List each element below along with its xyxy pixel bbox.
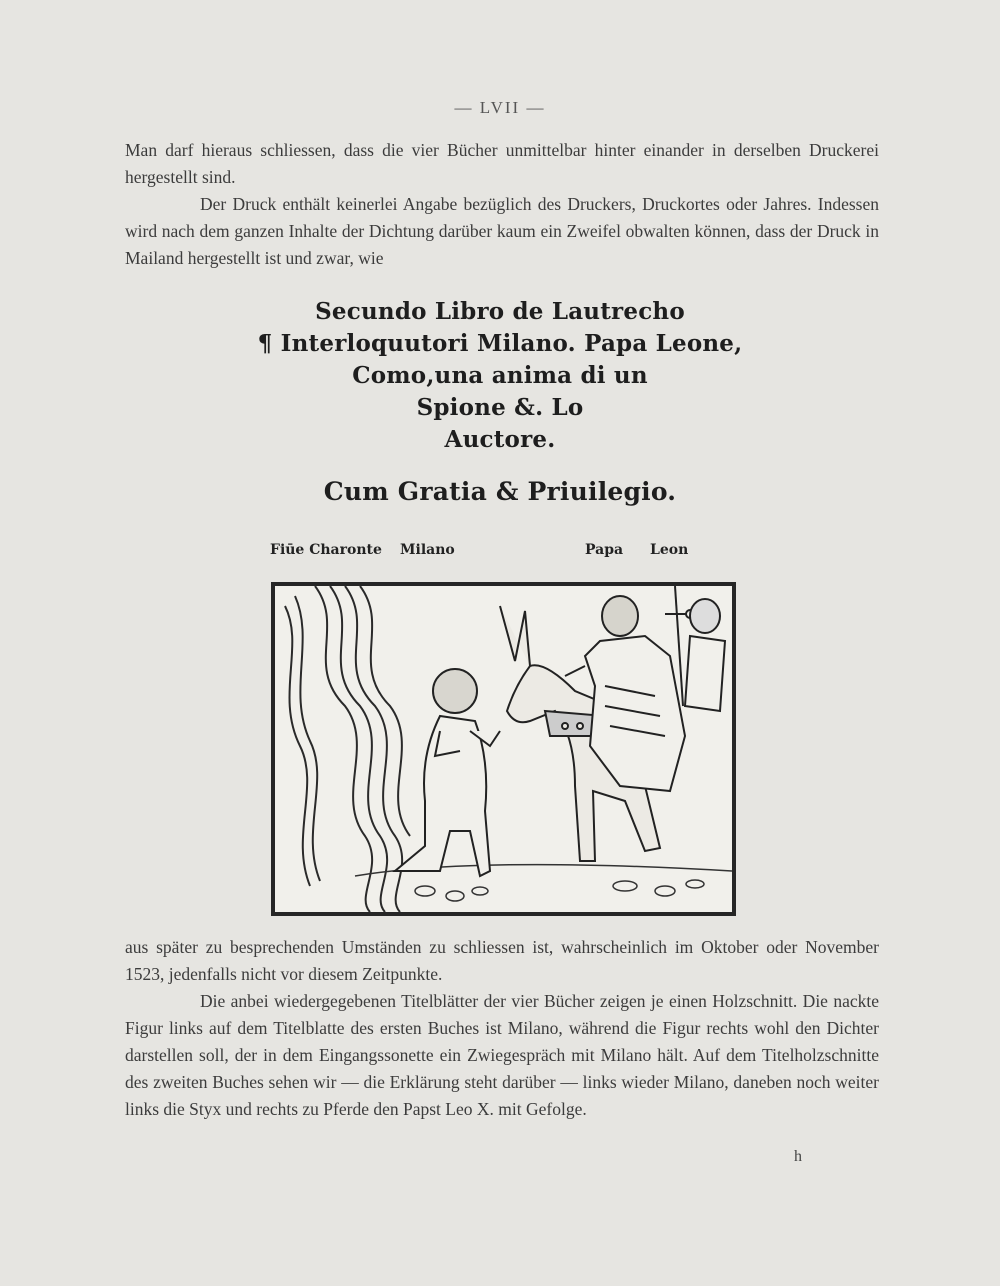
label-leon: Leon [650,542,689,558]
text-block-top [125,137,879,272]
signature-mark: h [794,1148,802,1165]
text-block-bottom [125,934,879,1123]
label-styx: Fiūe Charonte [270,542,382,558]
paragraph: Die anbei wiedergegebenen Titelblätter der vier Bücher zeigen je einen Holzschnitt. Die nackte Figur links auf dem Titelblatte des ersten Buches ist Milano, während die Figur rechts wohl den Dichter darstellen soll, der in dem Eingangssonette ein Zwiegespräch mit Milano hält. Auf dem Titelholzschnitte des zweiten Buches sehen wir — die Erklärung steht darüber — links wieder Milano, daneben noch weiter links die Styx und rechts zu Pferde den Papst Leo X. mit Gefolge. [125,991,879,1119]
label-papa: Papa [585,542,624,558]
title-line: ¶ Interloquutori Milano. Papa Leone, [257,330,743,357]
paragraph: Man darf hieraus schliessen, dass die vier Bücher unmittelbar hinter einander in derselben Druckerei hergestellt sind. [125,140,879,187]
title-line: Como,una anima di un [352,362,648,389]
title-line: Secundo Libro de Lautrecho [315,298,685,325]
woodcut-image [275,586,732,912]
reproduced-title-page [0,296,1000,508]
woodcut-labels [270,542,740,568]
title-line: Spione &. Lo [416,394,584,421]
paragraph: aus später zu besprechenden Umständen zu schliessen ist, wahrscheinlich im Oktober oder November 1523, jedenfalls nicht vor diesem Zeitpunkte. [125,937,879,984]
paragraph: Der Druck enthält keinerlei Angabe bezüglich des Druckers, Druckortes oder Jahres. Indessen wird nach dem ganzen Inhalte der Dichtung darüber kaum ein Zweifel obwalten können, dass der Druck in Mailand hergestellt ist und zwar, wie [125,194,879,268]
figure-milano [395,669,500,876]
privilege-line: Cum Gratia & Priuilegio. [323,477,677,506]
title-line: Auctore. [444,426,556,453]
label-milano: Milano [400,542,455,558]
styx-river [285,586,410,912]
woodcut-illustration [271,582,736,916]
page-number: — LVII — [454,98,546,117]
